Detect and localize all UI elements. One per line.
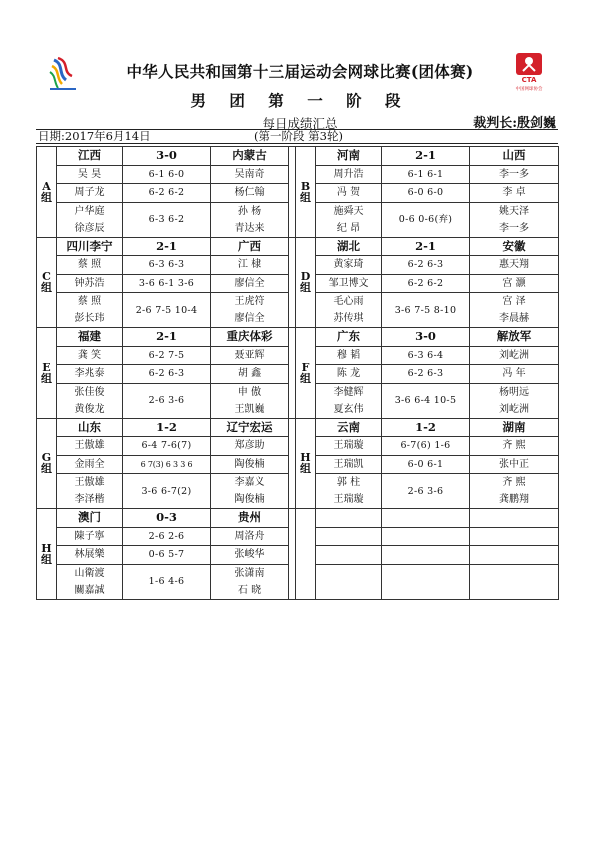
home-team: 山东 bbox=[57, 418, 123, 437]
player-name: 张佳俊 bbox=[74, 386, 105, 398]
away-team: 广西 bbox=[211, 237, 289, 256]
home-team: 江西 bbox=[57, 147, 123, 166]
set-score: 3-6 6-1 3-6 bbox=[123, 274, 211, 293]
home-player bbox=[57, 274, 123, 293]
group-label-text: B组 bbox=[300, 179, 311, 204]
home-player bbox=[316, 274, 382, 293]
player-name: 郑彦助 bbox=[234, 440, 265, 452]
empty-cell bbox=[382, 527, 470, 546]
group-label-text: C组 bbox=[41, 270, 52, 295]
set-score: 2-6 2-6 bbox=[123, 527, 211, 546]
away-player bbox=[211, 293, 289, 328]
player-name: 申 傲 bbox=[237, 386, 262, 398]
empty-cell bbox=[316, 509, 382, 528]
player-name: 胡 鑫 bbox=[237, 368, 262, 380]
empty-cell bbox=[382, 509, 470, 528]
home-player bbox=[57, 383, 123, 418]
group-label bbox=[296, 237, 316, 328]
group-label-text: H组 bbox=[41, 541, 52, 566]
player-name: 王虎符 bbox=[234, 296, 265, 307]
home-player bbox=[316, 256, 382, 275]
empty-cell bbox=[382, 564, 470, 599]
away-player bbox=[211, 184, 289, 203]
column-gap bbox=[289, 418, 296, 509]
group-label-text: G组 bbox=[41, 451, 52, 476]
home-player bbox=[316, 437, 382, 456]
home-team: 河南 bbox=[316, 147, 382, 166]
player-name: 刘屹洲 bbox=[499, 403, 529, 415]
home-team: 广东 bbox=[316, 328, 382, 347]
home-player bbox=[316, 202, 382, 237]
group-label-text: D组 bbox=[300, 270, 311, 295]
set-score: 6-2 7-5 bbox=[123, 346, 211, 365]
player-name: 齐 熙 bbox=[502, 477, 526, 488]
group-label bbox=[37, 509, 57, 600]
player-name: 郭 柱 bbox=[336, 477, 361, 488]
set-score: 0-6 0-6(弃) bbox=[382, 202, 470, 237]
set-score: 6-2 6-3 bbox=[123, 365, 211, 384]
home-player bbox=[316, 165, 382, 184]
home-player bbox=[316, 455, 382, 474]
home-player bbox=[57, 546, 123, 565]
player-name: 吴 昊 bbox=[77, 168, 102, 180]
player-name: 齐 熙 bbox=[502, 440, 526, 452]
player-name: 李晨赫 bbox=[499, 313, 529, 324]
round-label: (第一阶段 第3轮) bbox=[254, 129, 343, 143]
player-name: 山衛渡 bbox=[74, 567, 105, 579]
set-score: 6-2 6-3 bbox=[382, 256, 470, 275]
team-score: 3-0 bbox=[123, 147, 211, 166]
group-label bbox=[37, 328, 57, 419]
home-team: 云南 bbox=[316, 418, 382, 437]
player-name: 陈 龙 bbox=[336, 368, 361, 380]
set-score: 6 7(3) 6 3 3 6 bbox=[123, 455, 211, 474]
table-row bbox=[37, 509, 559, 528]
away-team: 辽宁宏运 bbox=[211, 418, 289, 437]
player-name: 宫 泽 bbox=[502, 296, 526, 307]
away-player bbox=[470, 202, 559, 237]
page-title: 中华人民共和国第十三届运动会网球比赛(团体赛) bbox=[126, 62, 474, 81]
away-player bbox=[211, 564, 289, 599]
empty-cell bbox=[316, 564, 382, 599]
column-gap bbox=[289, 147, 296, 238]
referee-label: 裁判长:殷剑巍 bbox=[473, 116, 556, 131]
page-subtitle: 男 团 第 一 阶 段 bbox=[190, 91, 410, 110]
player-name: 吴南奇 bbox=[234, 168, 265, 180]
away-player bbox=[470, 293, 559, 328]
home-player bbox=[57, 346, 123, 365]
group-label bbox=[296, 418, 316, 509]
group-label bbox=[37, 418, 57, 509]
player-name: 王凯巍 bbox=[234, 403, 265, 415]
home-team: 湖北 bbox=[316, 237, 382, 256]
group-label bbox=[37, 237, 57, 328]
team-score: 3-0 bbox=[382, 328, 470, 347]
set-score: 3-6 6-4 10-5 bbox=[382, 383, 470, 418]
player-name: 李泽楷 bbox=[74, 494, 105, 505]
away-player bbox=[211, 527, 289, 546]
home-player bbox=[57, 256, 123, 275]
player-name: 穆 韬 bbox=[336, 349, 361, 361]
away-player bbox=[470, 184, 559, 203]
player-name: 张中正 bbox=[499, 458, 529, 470]
group-label bbox=[296, 509, 316, 600]
empty-cell bbox=[382, 546, 470, 565]
player-name: 毛心雨 bbox=[333, 296, 364, 307]
home-player bbox=[316, 474, 382, 509]
group-label-text: F组 bbox=[300, 360, 311, 385]
home-player bbox=[316, 383, 382, 418]
away-team: 贵州 bbox=[211, 509, 289, 528]
player-name: 李 卓 bbox=[502, 187, 526, 199]
daily-summary-label: 每日成绩汇总 bbox=[262, 116, 338, 131]
away-player bbox=[470, 346, 559, 365]
player-name: 王傲雄 bbox=[74, 477, 105, 488]
away-player bbox=[211, 202, 289, 237]
home-team: 四川李宁 bbox=[57, 237, 123, 256]
player-name: 冯 贺 bbox=[336, 187, 361, 199]
group-label-text: E组 bbox=[41, 360, 52, 385]
player-name: 邹卫博文 bbox=[328, 277, 369, 289]
cta-logo-caption: 中国网球协会 bbox=[515, 87, 543, 92]
set-score: 0-6 5-7 bbox=[123, 546, 211, 565]
group-label-text: H组 bbox=[300, 451, 311, 476]
player-name: 陳子寧 bbox=[74, 530, 105, 542]
player-name: 王瑞璇 bbox=[333, 494, 364, 505]
home-team: 澳门 bbox=[57, 509, 123, 528]
player-name: 聂亚辉 bbox=[234, 349, 265, 361]
player-name: 王瑞璇 bbox=[333, 440, 364, 452]
team-score: 2-1 bbox=[382, 237, 470, 256]
set-score: 6-3 6-4 bbox=[382, 346, 470, 365]
player-name: 林展樂 bbox=[74, 549, 105, 561]
player-name: 徐彦辰 bbox=[74, 222, 105, 234]
player-name: 王瑞凯 bbox=[333, 458, 364, 470]
player-name: 江 棣 bbox=[237, 259, 262, 271]
set-score: 6-1 6-1 bbox=[382, 165, 470, 184]
set-score: 6-7(6) 1-6 bbox=[382, 437, 470, 456]
home-team: 福建 bbox=[57, 328, 123, 347]
team-score: 0-3 bbox=[123, 509, 211, 528]
player-name: 李一多 bbox=[499, 222, 529, 234]
empty-cell bbox=[470, 509, 559, 528]
away-player bbox=[211, 365, 289, 384]
set-score: 6-2 6-3 bbox=[382, 365, 470, 384]
home-player bbox=[316, 365, 382, 384]
away-team: 重庆体彩 bbox=[211, 328, 289, 347]
player-name: 李嘉义 bbox=[234, 477, 265, 488]
away-player bbox=[211, 274, 289, 293]
away-team: 解放军 bbox=[470, 328, 559, 347]
away-player bbox=[470, 165, 559, 184]
home-player bbox=[57, 293, 123, 328]
player-name: 张峻华 bbox=[234, 549, 265, 561]
games-logo-icon bbox=[44, 54, 84, 94]
date-label: 日期:2017年6月14日 bbox=[38, 129, 151, 143]
table-row bbox=[37, 328, 559, 347]
away-player bbox=[470, 474, 559, 509]
set-score: 6-0 6-1 bbox=[382, 455, 470, 474]
results-table bbox=[36, 146, 559, 600]
set-score: 6-3 6-2 bbox=[123, 202, 211, 237]
player-name: 李兆泰 bbox=[74, 368, 105, 380]
player-name: 张潇南 bbox=[234, 567, 265, 579]
set-score: 6-2 6-2 bbox=[123, 184, 211, 203]
player-name: 彭长玮 bbox=[74, 313, 105, 324]
set-score: 2-6 3-6 bbox=[123, 383, 211, 418]
home-player bbox=[57, 527, 123, 546]
away-player bbox=[211, 346, 289, 365]
player-name: 宫 灏 bbox=[502, 277, 526, 289]
empty-cell bbox=[470, 564, 559, 599]
home-player bbox=[57, 184, 123, 203]
set-score: 2-6 3-6 bbox=[382, 474, 470, 509]
player-name: 杨明远 bbox=[499, 386, 529, 398]
player-name: 李一多 bbox=[499, 168, 529, 180]
away-player bbox=[470, 455, 559, 474]
away-team: 安徽 bbox=[470, 237, 559, 256]
group-label bbox=[296, 328, 316, 419]
player-name: 户华庭 bbox=[74, 205, 105, 217]
player-name: 關嘉誠 bbox=[74, 584, 105, 596]
away-team: 湖南 bbox=[470, 418, 559, 437]
player-name: 蔡 照 bbox=[77, 259, 102, 271]
group-label bbox=[37, 147, 57, 238]
player-name: 廖信全 bbox=[234, 277, 265, 289]
home-player bbox=[57, 365, 123, 384]
set-score: 3-6 6-7(2) bbox=[123, 474, 211, 509]
player-name: 金雨全 bbox=[74, 458, 105, 470]
team-score: 1-2 bbox=[123, 418, 211, 437]
table-row bbox=[37, 237, 559, 256]
player-name: 夏玄伟 bbox=[333, 403, 364, 415]
header bbox=[0, 0, 600, 155]
player-name: 黄俊龙 bbox=[74, 403, 105, 415]
player-name: 龚鹏翔 bbox=[499, 494, 529, 505]
player-name: 陶俊楠 bbox=[234, 494, 265, 505]
away-team: 内蒙古 bbox=[211, 147, 289, 166]
away-player bbox=[211, 455, 289, 474]
player-name: 周子龙 bbox=[74, 187, 105, 199]
away-player bbox=[211, 256, 289, 275]
away-player bbox=[211, 437, 289, 456]
player-name: 陶俊楠 bbox=[234, 458, 265, 470]
column-gap bbox=[289, 237, 296, 328]
away-team: 山西 bbox=[470, 147, 559, 166]
home-player bbox=[57, 202, 123, 237]
home-player bbox=[57, 437, 123, 456]
player-name: 廖信全 bbox=[234, 313, 265, 324]
set-score: 6-1 6-0 bbox=[123, 165, 211, 184]
player-name: 姚天泽 bbox=[499, 205, 529, 217]
away-player bbox=[211, 474, 289, 509]
player-name: 纪 昂 bbox=[336, 222, 361, 234]
table-row bbox=[37, 418, 559, 437]
away-player bbox=[470, 274, 559, 293]
team-score: 2-1 bbox=[123, 237, 211, 256]
player-name: 苏传琪 bbox=[333, 313, 364, 324]
away-player bbox=[211, 165, 289, 184]
player-name: 青达来 bbox=[234, 222, 265, 234]
player-name: 刘屹洲 bbox=[499, 349, 529, 361]
player-name: 周升浩 bbox=[333, 168, 364, 180]
away-player bbox=[211, 546, 289, 565]
away-player bbox=[470, 365, 559, 384]
table-row bbox=[37, 147, 559, 166]
empty-cell bbox=[316, 546, 382, 565]
team-score: 2-1 bbox=[382, 147, 470, 166]
team-score: 2-1 bbox=[123, 328, 211, 347]
player-name: 孙 杨 bbox=[237, 205, 262, 217]
player-name: 惠天翔 bbox=[499, 259, 529, 271]
set-score: 6-2 6-2 bbox=[382, 274, 470, 293]
home-player bbox=[57, 564, 123, 599]
player-name: 李健辉 bbox=[333, 386, 364, 398]
set-score: 6-0 6-0 bbox=[382, 184, 470, 203]
player-name: 石 晓 bbox=[237, 584, 262, 596]
set-score: 6-4 7-6(7) bbox=[123, 437, 211, 456]
column-gap bbox=[289, 509, 296, 600]
player-name: 钟苏浩 bbox=[74, 277, 105, 289]
home-player bbox=[316, 293, 382, 328]
away-player bbox=[470, 437, 559, 456]
empty-cell bbox=[470, 527, 559, 546]
home-player bbox=[57, 455, 123, 474]
player-name: 施舜天 bbox=[333, 205, 364, 217]
home-player bbox=[316, 184, 382, 203]
away-player bbox=[211, 383, 289, 418]
player-name: 蔡 照 bbox=[77, 296, 102, 307]
player-name: 黄家琦 bbox=[333, 259, 364, 271]
empty-cell bbox=[470, 546, 559, 565]
away-player bbox=[470, 383, 559, 418]
set-score: 1-6 4-6 bbox=[123, 564, 211, 599]
home-player bbox=[57, 165, 123, 184]
player-name: 王傲雄 bbox=[74, 440, 105, 452]
set-score: 3-6 7-5 8-10 bbox=[382, 293, 470, 328]
group-label bbox=[296, 147, 316, 238]
set-score: 6-3 6-3 bbox=[123, 256, 211, 275]
group-label-text: A组 bbox=[41, 179, 52, 204]
home-player bbox=[316, 346, 382, 365]
home-player bbox=[57, 474, 123, 509]
player-name: 杨仁翰 bbox=[234, 187, 265, 199]
column-gap bbox=[289, 328, 296, 419]
cta-logo-text: CTA bbox=[521, 76, 537, 84]
cta-logo-icon bbox=[506, 50, 552, 92]
player-name: 冯 年 bbox=[502, 368, 526, 380]
player-name: 周洛舟 bbox=[234, 530, 265, 542]
player-name: 龚 笑 bbox=[77, 349, 102, 361]
team-score: 1-2 bbox=[382, 418, 470, 437]
set-score: 2-6 7-5 10-4 bbox=[123, 293, 211, 328]
empty-cell bbox=[316, 527, 382, 546]
date-bar bbox=[36, 129, 558, 144]
away-player bbox=[470, 256, 559, 275]
